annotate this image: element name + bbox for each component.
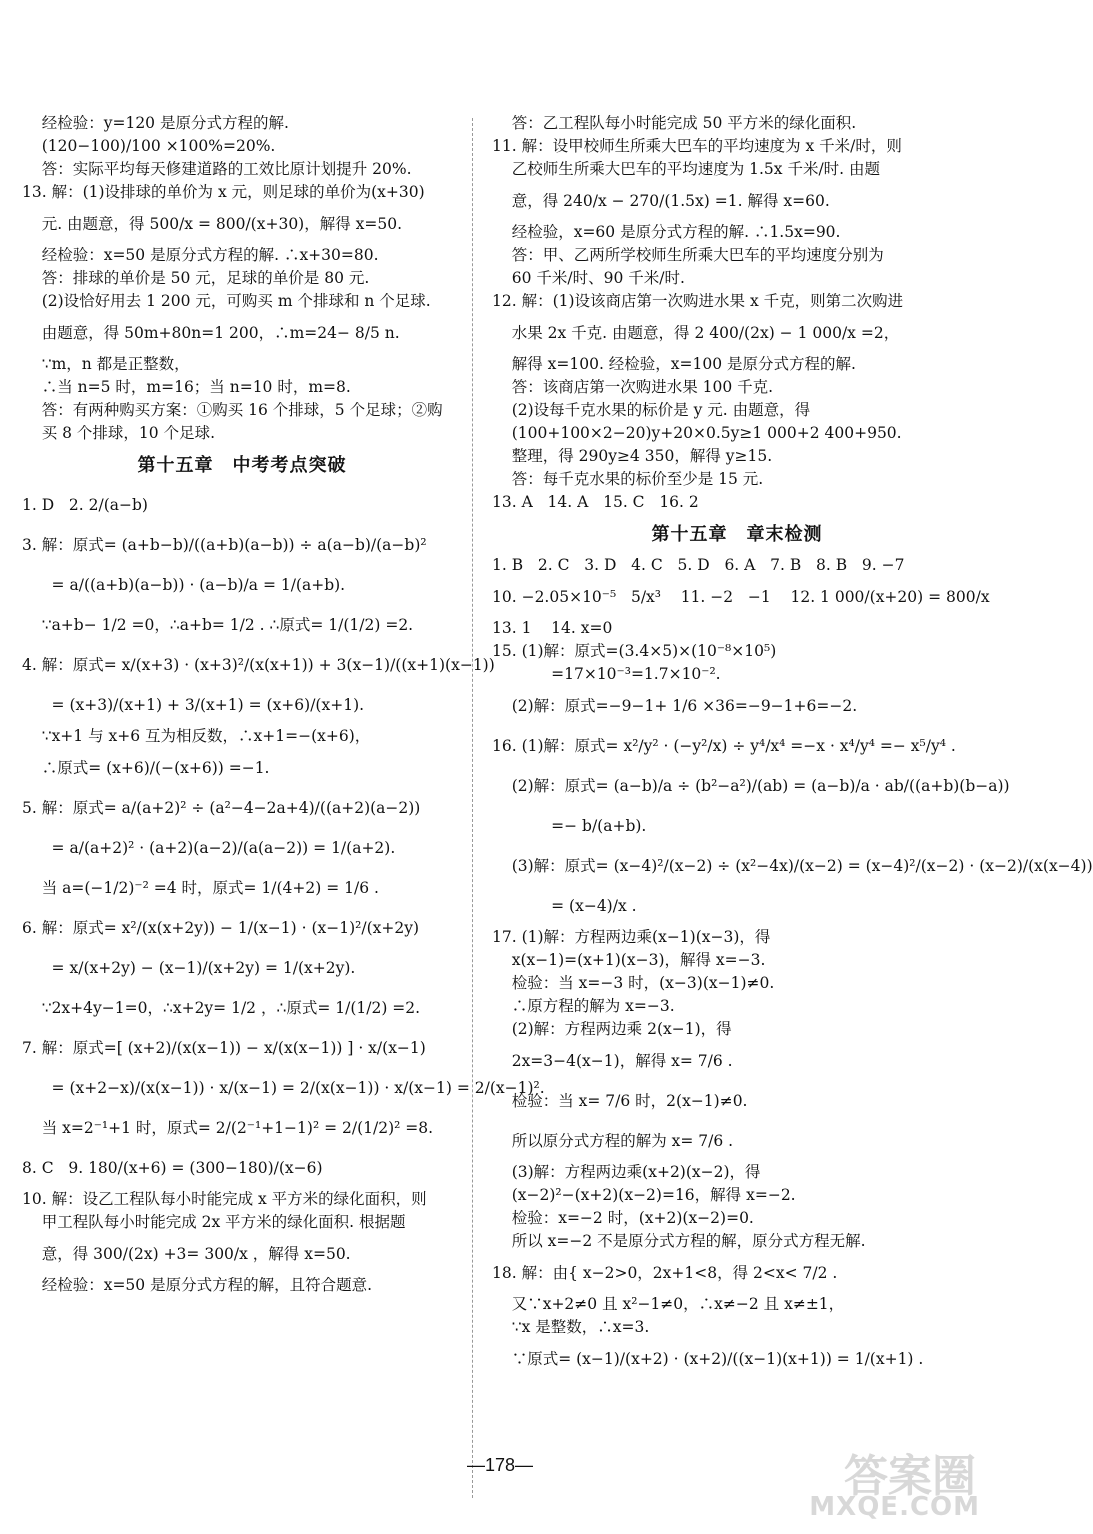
page-number: —178— — [466, 1455, 534, 1475]
answer-line: (x−2)²−(x+2)(x−2)=16，解得 x=−2. — [492, 1186, 796, 1204]
answer-line: 答：该商店第一次购进水果 100 千克. — [492, 378, 774, 396]
answer-line: 16. (1)解：原式= x²/y² · (−y²/x) ÷ y⁴/x⁴ =−x · x⁴/y⁴ =− x⁵/y⁴ . — [492, 737, 956, 755]
answer-line: 买 8 个排球，10 个足球. — [22, 424, 216, 442]
answer-line: 12. 解：(1)设该商店第一次购进水果 x 千克，则第二次购进 — [492, 292, 904, 310]
answer-line: = x/(x+2y) − (x−1)/(x+2y) = 1/(x+2y). — [22, 959, 356, 977]
answer-line: (120−100)/100 ×100%=20%. — [22, 137, 276, 155]
answer-line: 11. 解：设甲校师生所乘大巴车的平均速度为 x 千米/时，则 — [492, 137, 902, 155]
answer-line: 所以 x=−2 不是原分式方程的解，原分式方程无解. — [492, 1232, 866, 1250]
answer-line: 4. 解：原式= x/(x+3) · (x+3)²/(x(x+1)) + 3(x−1)/((x+1)(x−1)) — [22, 656, 495, 674]
answer-line: 又∵x+2≠0 且 x²−1≠0，∴x≠−2 且 x≠±1， — [492, 1295, 845, 1313]
answer-line: 检验：x=−2 时，(x+2)(x−2)=0. — [492, 1209, 754, 1227]
answer-line: (3)解：原式= (x−4)²/(x−2) ÷ (x²−4x)/(x−2) = (x−4)²/(x−2) · (x−2)/(x(x−4)) — [492, 857, 1093, 875]
answer-line: 13. 1 14. x=0 — [492, 619, 613, 637]
answer-line: 水果 2x 千克. 由题意，得 2 400/(2x) − 1 000/x =2， — [492, 324, 900, 342]
answer-line: 6. 解：原式= x²/(x(x+2y)) − 1/(x−1) · (x−1)²/(x+2y) — [22, 919, 420, 937]
answer-line: 15. (1)解：原式=(3.4×5)×(10⁻⁸×10⁵) — [492, 642, 777, 660]
answer-line: (2)设恰好用去 1 200 元，可购买 m 个排球和 n 个足球. — [22, 292, 431, 310]
right-column — [492, 112, 1093, 1379]
answer-line: 答：有两种购买方案：①购买 16 个排球，5 个足球；②购 — [22, 401, 443, 419]
answer-line: 答：甲、乙两所学校师生所乘大巴车的平均速度分别为 — [492, 246, 884, 264]
answer-line: 经检验：y=120 是原分式方程的解. — [22, 114, 289, 132]
answer-line: 17. (1)解：方程两边乘(x−1)(x−3)，得 — [492, 928, 771, 946]
answer-line: 经检验，x=60 是原分式方程的解. ∴1.5x=90. — [492, 223, 841, 241]
answer-line: (3)解：方程两边乘(x+2)(x−2)，得 — [492, 1163, 761, 1181]
answer-line: 检验：当 x=−3 时，(x−3)(x−1)≠0. — [492, 974, 775, 992]
answer-line: ∵x 是整数，∴x=3. — [492, 1318, 650, 1336]
answer-line: = (x+3)/(x+1) + 3/(x+1) = (x+6)/(x+1). — [22, 696, 365, 714]
answer-line: 解得 x=100. 经检验，x=100 是原分式方程的解. — [492, 355, 856, 373]
section-heading: 第十五章 中考考点突破 — [137, 455, 347, 476]
answer-line: 答：排球的单价是 50 元，足球的单价是 80 元. — [22, 269, 370, 287]
watermark-line2: MXQE.COM — [809, 1492, 980, 1522]
section-heading: 第十五章 章末检测 — [651, 524, 823, 545]
answer-line: 意，得 240/x − 270/(1.5x) =1. 解得 x=60. — [492, 192, 830, 210]
answer-line: x(x−1)=(x+1)(x−3)，解得 x=−3. — [492, 951, 766, 969]
answer-line: ∵2x+4y−1=0，∴x+2y= 1/2 ，∴原式= 1/(1/2) =2. — [22, 999, 421, 1017]
answer-line: =− b/(a+b). — [492, 817, 647, 835]
answer-line: ∵原式= (x−1)/(x+2) · (x+2)/((x−1)(x+1)) = 1/(x+1) . — [492, 1350, 924, 1368]
answer-line: = (x+2−x)/(x(x−1)) · x/(x−1) = 2/(x(x−1)) · x/(x−1) = 2/(x−1)². — [22, 1079, 545, 1097]
answer-line: (100+100×2−20)y+20×0.5y≥1 000+2 400+950. — [492, 424, 902, 442]
answer-line: ∵a+b− 1/2 =0，∴a+b= 1/2 . ∴原式= 1/(1/2) =2. — [22, 616, 414, 634]
answer-line: ∴原式= (x+6)/(−(x+6)) =−1. — [22, 759, 270, 777]
answer-line: ∵x+1 与 x+6 互为相反数，∴x+1=−(x+6)， — [22, 727, 371, 745]
answer-line: 整理，得 290y≥4 350，解得 y≥15. — [492, 447, 773, 465]
left-column — [22, 112, 545, 1297]
answer-line: 乙校师生所乘大巴车的平均速度为 1.5x 千米/时. 由题 — [492, 160, 881, 178]
answer-line: 13. A 14. A 15. C 16. 2 — [492, 493, 699, 511]
watermark-logo — [809, 1436, 986, 1524]
answer-line: = a/((a+b)(a−b)) · (a−b)/a = 1/(a+b). — [22, 576, 346, 594]
answer-line: =17×10⁻³=1.7×10⁻². — [492, 665, 721, 683]
answer-line: 2x=3−4(x−1)，解得 x= 7/6 . — [492, 1052, 733, 1070]
answer-line: (2)设每千克水果的标价是 y 元. 由题意，得 — [492, 401, 811, 419]
answer-line: (2)解：原式= (a−b)/a ÷ (b²−a²)/(ab) = (a−b)/a · ab/((a+b)(b−a)) — [492, 777, 1010, 795]
column-divider — [472, 118, 473, 1498]
answer-line: (2)解：原式=−9−1+ 1/6 ×36=−9−1+6=−2. — [492, 697, 858, 715]
answer-line: ∵m，n 都是正整数， — [22, 355, 190, 373]
answer-line: ∴原方程的解为 x=−3. — [492, 997, 675, 1015]
answer-line: 答：乙工程队每小时能完成 50 平方米的绿化面积. — [492, 114, 857, 132]
watermark-line1: 答案圈 — [844, 1451, 976, 1502]
answer-line: 甲工程队每小时能完成 2x 平方米的绿化面积. 根据题 — [22, 1213, 406, 1231]
answer-line: 当 a=(−1/2)⁻² =4 时，原式= 1/(4+2) = 1/6 . — [22, 879, 379, 897]
answer-line: ∴当 n=5 时，m=16；当 n=10 时，m=8. — [22, 378, 351, 396]
answer-line: 由题意，得 50m+80n=1 200，∴m=24− 8/5 n. — [22, 324, 400, 342]
answer-line: 当 x=2⁻¹+1 时，原式= 2/(2⁻¹+1−1)² = 2/(1/2)² =8. — [22, 1119, 434, 1137]
answer-line: 经检验：x=50 是原分式方程的解，且符合题意. — [22, 1276, 373, 1294]
answer-line: = (x−4)/x . — [492, 897, 637, 915]
answer-line: 答：每千克水果的标价至少是 15 元. — [492, 470, 764, 488]
answer-line: 5. 解：原式= a/(a+2)² ÷ (a²−4−2a+4)/((a+2)(a−2)) — [22, 799, 421, 817]
answer-line: 10. −2.05×10⁻⁵ 5/x³ 11. −2 −1 12. 1 000/(x+20) = 800/x — [492, 588, 990, 606]
answer-line: = a/(a+2)² · (a+2)(a−2)/(a(a−2)) = 1/(a+2). — [22, 839, 396, 857]
answer-line: 10. 解：设乙工程队每小时能完成 x 平方米的绿化面积，则 — [22, 1190, 427, 1208]
answer-line: (2)解：方程两边乘 2(x−1)，得 — [492, 1020, 732, 1038]
answer-line: 8. C 9. 180/(x+6) = (300−180)/(x−6) — [22, 1159, 323, 1177]
answer-line: 1. D 2. 2/(a−b) — [22, 496, 148, 514]
answer-line: 13. 解：(1)设排球的单价为 x 元，则足球的单价为(x+30) — [22, 183, 425, 201]
answer-line: 检验：当 x= 7/6 时，2(x−1)≠0. — [492, 1092, 748, 1110]
answer-line: 7. 解：原式=[ (x+2)/(x(x−1)) − x/(x(x−1)) ] · x/(x−1) — [22, 1039, 426, 1057]
answer-line: 60 千米/时、90 千米/时. — [492, 269, 685, 287]
answer-line: 经检验：x=50 是原分式方程的解. ∴x+30=80. — [22, 246, 379, 264]
answer-line: 所以原分式方程的解为 x= 7/6 . — [492, 1132, 734, 1150]
answer-line: 答：实际平均每天修建道路的工效比原计划提升 20%. — [22, 160, 412, 178]
answer-line: 意，得 300/(2x) +3= 300/x ，解得 x=50. — [22, 1245, 351, 1263]
answer-line: 1. B 2. C 3. D 4. C 5. D 6. A 7. B 8. B 9. −7 — [492, 556, 905, 574]
answer-line: 元. 由题意，得 500/x = 800/(x+30)，解得 x=50. — [22, 215, 403, 233]
answer-line: 18. 解：由{ x−2>0，2x+1<8，得 2<x< 7/2 . — [492, 1264, 838, 1282]
answer-line: 3. 解：原式= (a+b−b)/((a+b)(a−b)) ÷ a(a−b)/(a−b)² — [22, 536, 427, 554]
